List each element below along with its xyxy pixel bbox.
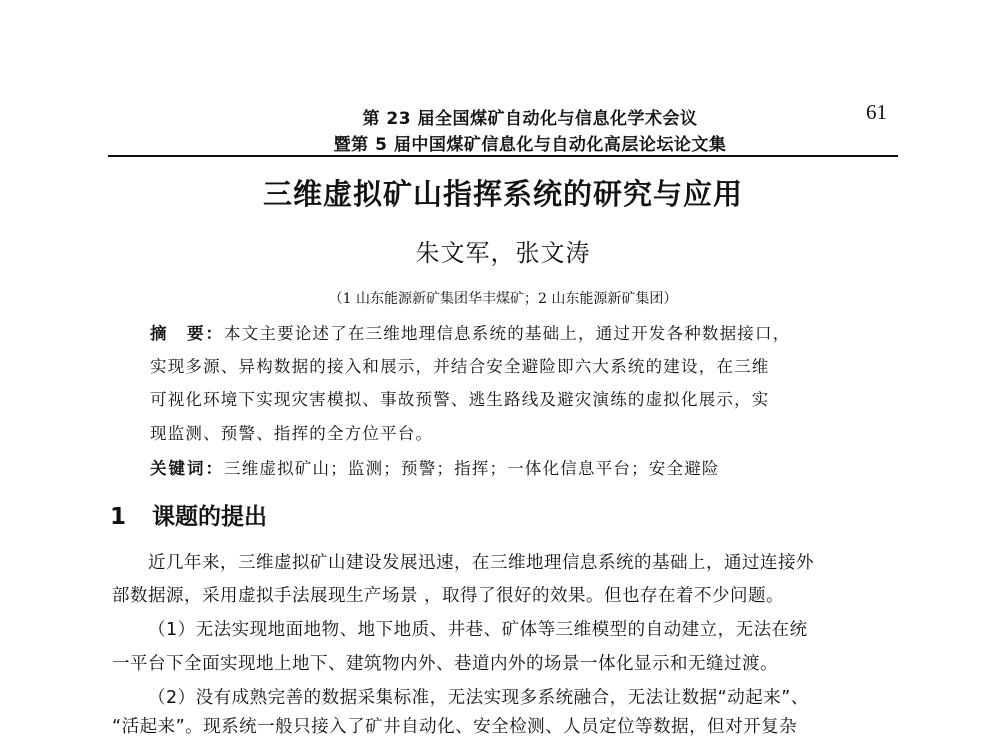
running-head-line-2: 暨第 5 届中国煤矿信息化与自动化高层论坛论文集 bbox=[333, 135, 727, 155]
body-line: 部数据源，采用虚拟手法展现生产场景 ，取得了很好的效果。但也存在着不少问题。 bbox=[112, 586, 785, 606]
body-line: （1）无法实现地面地物、地下地质、井巷、矿体等三维模型的自动建立，无法在统 bbox=[148, 620, 808, 640]
abstract-line: 实现多源、异构数据的接入和展示，并结合安全避险即六大系统的建设，在三维 bbox=[150, 357, 770, 376]
affiliation: （1 山东能源新矿集团华丰煤矿；2 山东能源新矿集团） bbox=[328, 291, 678, 307]
abstract-label: 摘 要： bbox=[150, 324, 224, 343]
section-number: 1 bbox=[110, 504, 127, 530]
abstract-line bbox=[150, 320, 790, 344]
running-head-line-1: 第 23 届全国煤矿自动化与信息化学术会议 bbox=[362, 109, 698, 129]
keywords-label: 关键词： bbox=[150, 459, 224, 478]
paper-title: 三维虚拟矿山指挥系统的研究与应用 bbox=[262, 177, 743, 211]
keywords-text: 三维虚拟矿山；监测；预警；指挥；一体化信息平台；安全避险 bbox=[224, 459, 720, 478]
section-heading bbox=[110, 498, 267, 531]
body-line: 近几年来，三维虚拟矿山建设发展迅速，在三维地理信息系统的基础上，通过连接外 bbox=[148, 553, 814, 573]
abstract-line: 可视化环境下实现灾害模拟、事故预警、逃生路线及避灾演练的虚拟化展示，实 bbox=[150, 390, 770, 409]
abstract-line: 现监测、预警、指挥的全方位平台。 bbox=[150, 424, 434, 443]
page-number: 61 bbox=[866, 100, 887, 124]
section-title: 课题的提出 bbox=[152, 504, 267, 530]
header-rule bbox=[108, 155, 898, 157]
authors: 朱文军，张文涛 bbox=[415, 239, 591, 267]
keywords-line bbox=[150, 455, 720, 479]
body-line: （2）没有成熟完善的数据采集标准，无法实现多系统融合，无法让数据“动起来”、 bbox=[148, 688, 809, 708]
body-line: “活起来”。现系统一般只接入了矿井自动化、安全检测、人员定位等数据，但对开复杂 bbox=[112, 717, 798, 737]
abstract-text: 本文主要论述了在三维地理信息系统的基础上，通过开发各种数据接口， bbox=[224, 324, 791, 343]
body-line: 一平台下全面实现地上地下、建筑物内外、巷道内外的场景一体化显示和无缝过渡。 bbox=[112, 654, 778, 674]
